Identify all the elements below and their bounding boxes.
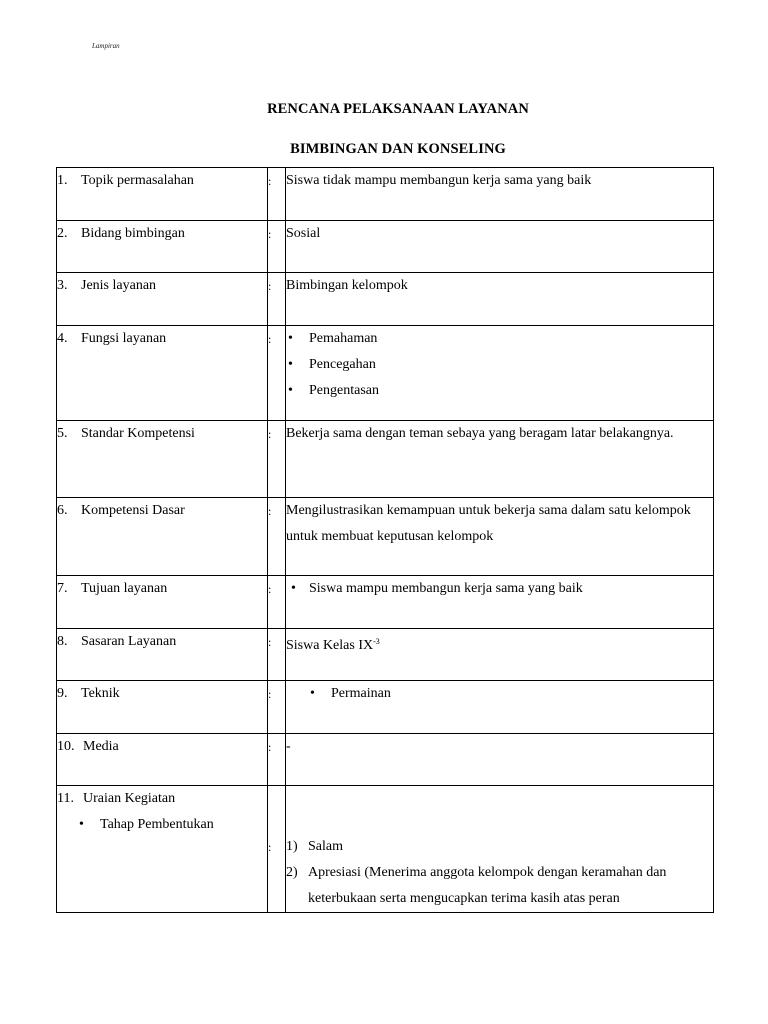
row-value [286,786,714,913]
table-row [57,681,714,734]
table-row [57,786,714,913]
row-label [57,221,268,273]
row-label [57,168,268,221]
row-label-text: Kompetensi Dasar [81,503,185,518]
list-item: • Permainan [308,681,713,707]
row-label [57,786,268,913]
row-colon: : [268,734,286,786]
row-label-text: Media [83,739,119,754]
table-row [57,421,714,498]
row-value [286,629,714,681]
lampiran-note: Lampiran [92,42,120,50]
list-item [286,860,713,912]
row-label-text: Jenis layanan [81,278,157,293]
row-label [57,421,268,498]
row-colon: : [268,498,286,576]
row-label-text: Teknik [81,686,120,701]
row-value [286,576,714,629]
row-label [57,629,268,681]
table-row [57,221,714,273]
row-label-text: Bidang bimbingan [81,226,185,241]
row-colon: : [268,273,286,326]
activity-steps [286,834,713,912]
step-text: Salam [308,839,343,854]
row-number: 7. [57,581,68,596]
row-colon: : [268,681,286,734]
row-label-text: Uraian Kegiatan [83,791,176,806]
step-number: 2) [286,865,298,880]
row-number: 5. [57,426,68,441]
function-list [286,326,713,404]
row-colon: : [268,421,286,498]
row-value: Mengilustrasikan kemampuan untuk bekerja sama dalam satu kelompok untuk membuat keputusan kelompok [286,498,714,576]
row-number: 6. [57,503,68,518]
row-colon: : [268,576,286,629]
row-value: Bekerja sama dengan teman sebaya yang beragam latar belakangnya. [286,421,714,498]
table-row [57,273,714,326]
row-label [57,734,268,786]
row-number: 10. [57,739,75,754]
step-text: Apresiasi (Menerima anggota kelompok dengan keramahan dan keterbukaan serta mengucapkan terima kasih atas peran [308,865,667,906]
row-value: Siswa tidak mampu membangun kerja sama yang baik [286,168,714,221]
list-item: • Pengentasan [286,378,713,404]
row-value: Bimbingan kelompok [286,273,714,326]
row-label-text: Tujuan layanan [81,581,168,596]
row-number: 2. [57,226,68,241]
row-colon: : [268,629,286,681]
row-label [57,326,268,421]
activity-stage-list [77,812,267,838]
row-label-text: Sasaran Layanan [81,634,177,649]
document-title: RENCANA PELAKSANAAN LAYANAN [267,101,529,117]
table-row [57,576,714,629]
table-row [57,734,714,786]
row-value [286,681,714,734]
row-label-text: Standar Kompetensi [81,426,195,441]
row-label [57,681,268,734]
list-item: • Pencegahan [286,352,713,378]
row-colon: : [268,221,286,273]
row-label-text: Fungsi layanan [81,331,167,346]
step-number: 1) [286,839,298,854]
technique-list [308,681,713,707]
row-colon: : [268,168,286,221]
document-subtitle: BIMBINGAN DAN KONSELING [290,141,506,157]
row-number: 8. [57,634,68,649]
row-number: 4. [57,331,68,346]
row-number: 9. [57,686,68,701]
row-label-text: Topik permasalahan [81,173,194,188]
list-item: • Tahap Pembentukan [77,812,267,838]
row-value: Sosial [286,221,714,273]
list-item [286,834,713,860]
table-row [57,629,714,681]
table-row [57,168,714,221]
list-item: • Siswa mampu membangun kerja sama yang baik [289,576,713,602]
row-number: 1. [57,173,68,188]
row-number: 3. [57,278,68,293]
table-row [57,498,714,576]
row-label [57,273,268,326]
goal-list [289,576,713,602]
row-number: 11. [57,791,74,806]
row-label [57,576,268,629]
target-class-sup: -3 [373,637,380,646]
table-row [57,326,714,421]
row-value [286,326,714,421]
plan-table [56,167,714,913]
row-colon: : [268,786,286,913]
target-class: Siswa Kelas IX [286,638,374,653]
row-colon: : [268,326,286,421]
row-value: - [286,734,714,786]
list-item: • Pemahaman [286,326,713,352]
row-label [57,498,268,576]
